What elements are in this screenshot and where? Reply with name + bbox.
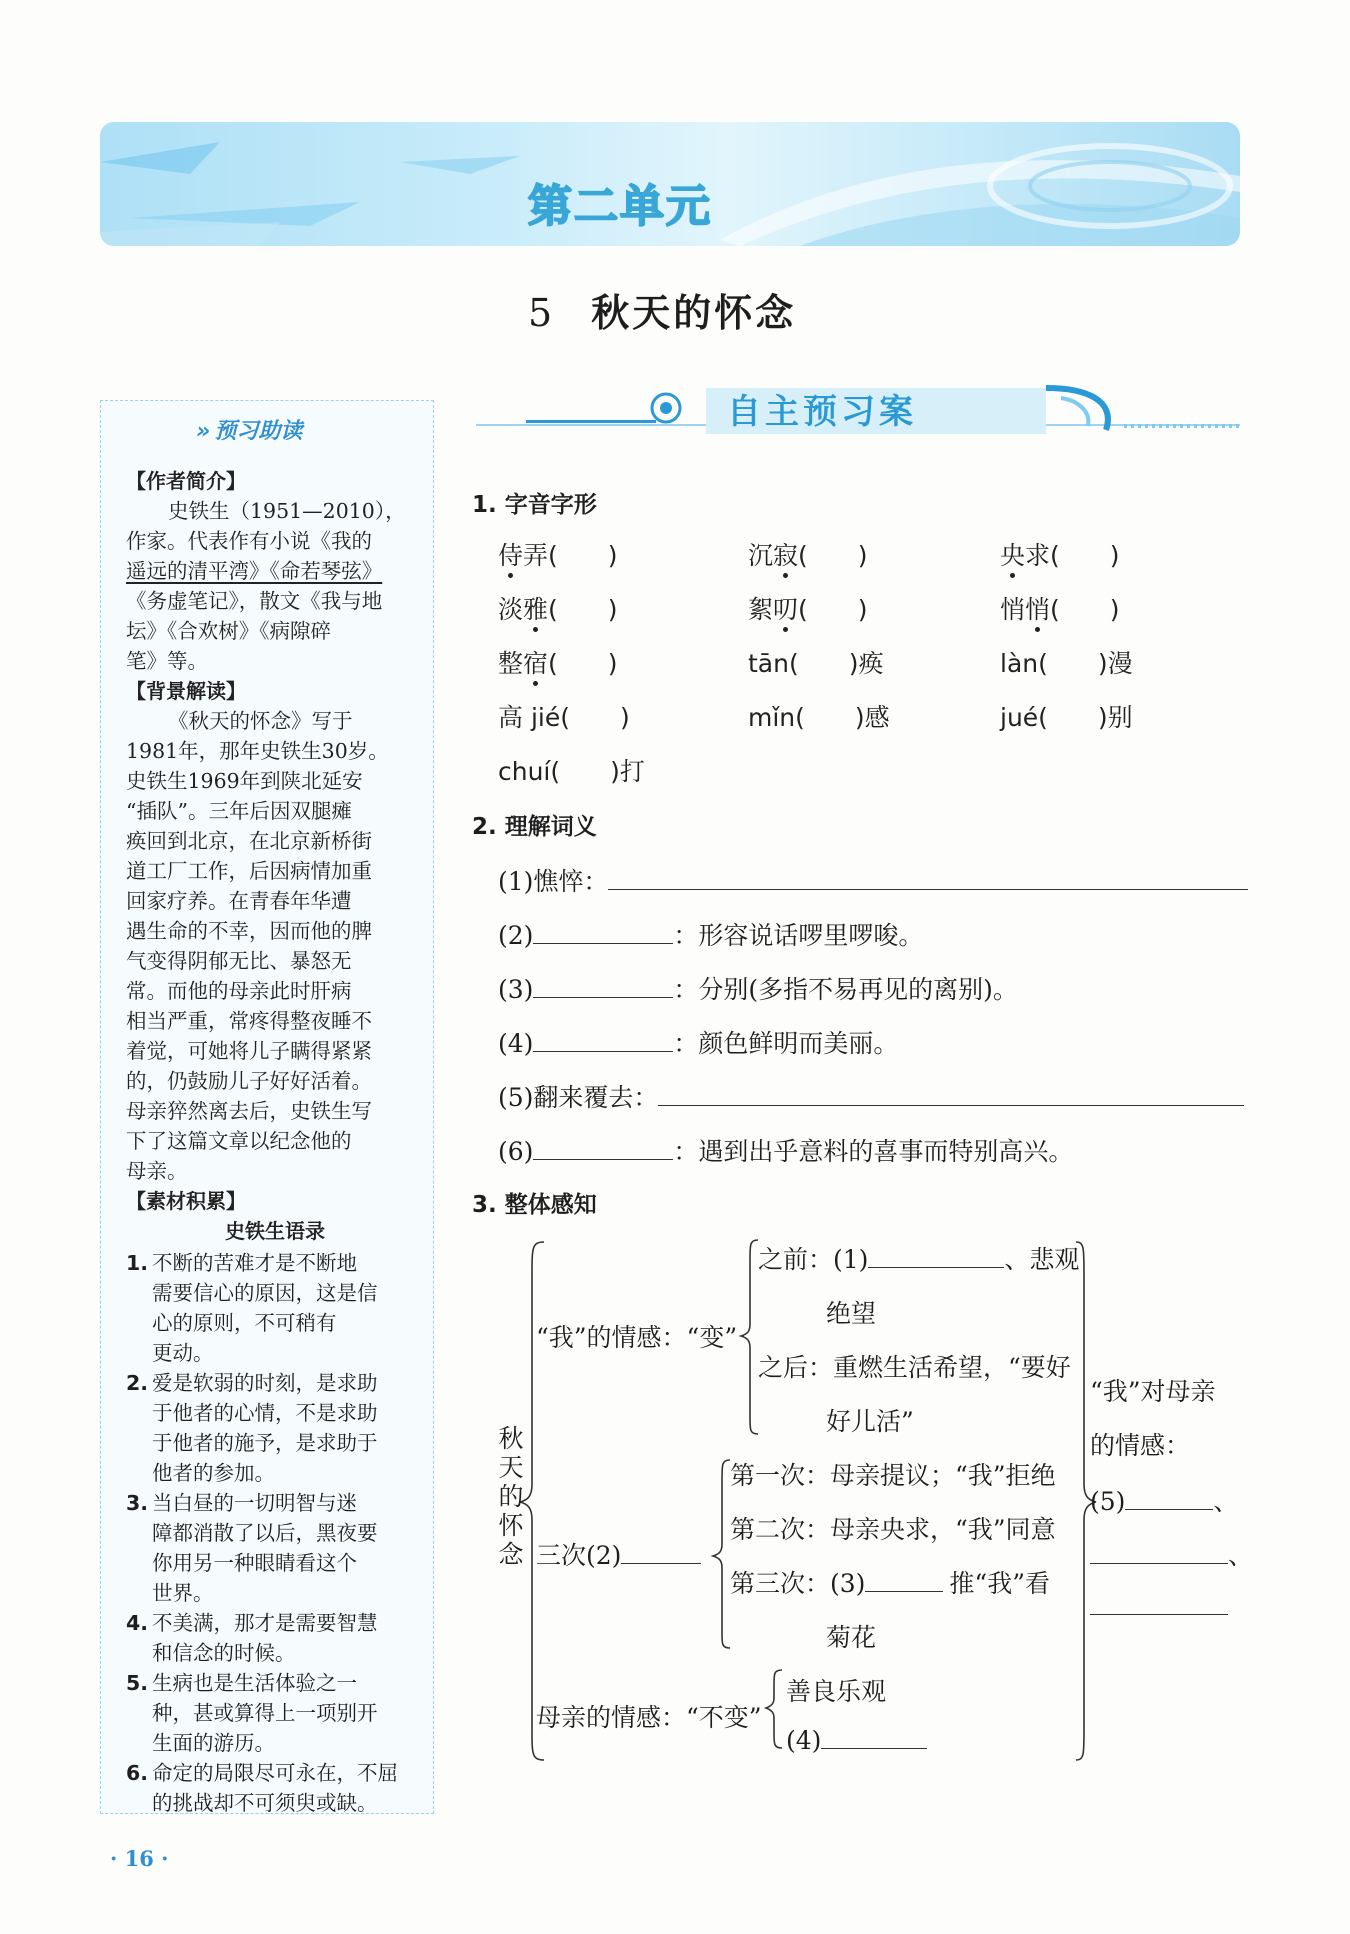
background-line: 下了这篇文章以纪念他的 <box>126 1129 352 1153</box>
background-line: 母亲猝然离去后，史铁生写 <box>126 1099 372 1123</box>
before-line: 之前：(1) 、悲观 <box>758 1245 1080 1274</box>
material-label: 【素材积累】 <box>126 1189 246 1213</box>
double-chevron-icon: » <box>196 419 211 444</box>
answer-blank[interactable] <box>1090 1614 1228 1615</box>
background-line: 1981年，那年史铁生30岁。 <box>126 739 389 763</box>
q2-title: 2. 理解词义 <box>472 814 597 840</box>
q2-item-6: (6) ：遇到出乎意料的喜事而特别高兴。 <box>498 1137 1074 1166</box>
before-line-cont: 绝望 <box>826 1299 877 1328</box>
answer-blank[interactable] <box>533 1159 673 1160</box>
q1-item: 整宿( ) <box>498 649 618 678</box>
background-line: 的，仍鼓励儿子好好活着。 <box>126 1069 372 1093</box>
background-line: 母亲。 <box>126 1159 188 1183</box>
author-line: 笔》等。 <box>126 649 208 673</box>
q1-item: 高 jié( ) <box>498 703 630 732</box>
q1-item: 央求( ) <box>1000 541 1120 570</box>
answer-blank[interactable] <box>533 1051 673 1052</box>
list-item: 1. 不断的苦难才是不断地 需要信心的原因，这是信 心的原则，不可稍有 更动。 <box>126 1251 378 1365</box>
lesson-number: 5 <box>528 291 556 335</box>
list-item: 6. 命定的局限尽可永在，不屈 的挑战却不可须臾或缺。 <box>126 1761 398 1815</box>
background-line: 气变得阴郁无比、暴怒无 <box>126 949 352 973</box>
kind-optimistic: 善良乐观 <box>786 1677 887 1706</box>
answer-blank[interactable] <box>608 889 1248 890</box>
right-blank-1: (5) 、 <box>1090 1487 1239 1516</box>
answer-blank[interactable] <box>533 997 673 998</box>
author-line: 坛》《合欢树》《病隙碎 <box>126 619 331 643</box>
background-line: 相当严重，常疼得整夜睡不 <box>126 1009 372 1033</box>
answer-blank[interactable] <box>621 1563 701 1564</box>
q1-item: 絮叨( ) <box>748 595 868 624</box>
list-item: 2. 爱是软弱的时刻，是求助 于他者的心情，不是求助 于他者的施予，是求助于 他者的参加。 <box>126 1371 378 1485</box>
answer-blank[interactable] <box>865 1591 943 1592</box>
background-label: 【背景解读】 <box>126 679 246 703</box>
right-label: “我”对母亲 <box>1090 1377 1216 1406</box>
q1-item: mǐn( )感 <box>748 703 890 732</box>
branch-three-times: 三次(2) <box>536 1536 701 1572</box>
answer-blank[interactable] <box>821 1748 927 1749</box>
q1-item: làn( )漫 <box>1000 649 1133 678</box>
author-line: 《务虚笔记》，散文《我与地 <box>126 589 383 613</box>
list-item: 3. 当白昼的一切明智与迷 障都消散了以后，黑夜要 你用另一种眼睛看这个 世界。 <box>126 1491 378 1605</box>
branch-my-feelings: “我”的情感：“变” <box>536 1323 738 1352</box>
q1-item: jué( )别 <box>1000 703 1133 732</box>
background-line: 史铁生1969年到陕北延安 <box>126 769 363 793</box>
q1-item: 沉寂( ) <box>748 541 868 570</box>
background-line: 痪回到北京，在北京新桥街 <box>126 829 372 853</box>
after-line-cont: 好儿活” <box>826 1407 914 1436</box>
mother-blank-line: (4) <box>786 1726 927 1755</box>
list-item: 4. 不美满，那才是需要智慧 和信念的时候。 <box>126 1611 378 1665</box>
sidebar-heading: » 预习助读 <box>196 419 303 444</box>
unit-title: 第二单元 <box>528 181 712 232</box>
background-line: 遇生命的不幸，因而他的脾 <box>126 919 372 943</box>
right-blank-2: 、 <box>1090 1536 1253 1572</box>
q1-item: 悄悄( ) <box>1000 595 1120 624</box>
lesson-title <box>528 282 796 337</box>
author-line: 遥远的清平湾》《命若琴弦》 <box>126 559 383 583</box>
q1-item: tān( )痪 <box>748 649 884 678</box>
right-label-cont: 的情感： <box>1090 1431 1191 1460</box>
answer-blank[interactable] <box>1090 1563 1228 1564</box>
quotes-list <box>126 1248 416 1818</box>
q1-item: 侍弄( ) <box>498 541 618 570</box>
author-intro <box>126 466 424 1246</box>
background-line: 常。而他的母亲此时肝病 <box>126 979 352 1003</box>
first-time: 第一次：母亲提议；“我”拒绝 <box>730 1461 1056 1490</box>
background-line: “插队”。三年后因双腿瘫 <box>126 799 352 823</box>
q2-item-5: (5)翻来覆去： <box>498 1078 1244 1114</box>
mindmap-root: 秋 天 的 怀 念 <box>498 1424 524 1569</box>
second-time: 第二次：母亲央求，“我”同意 <box>730 1515 1056 1544</box>
background-line: 着觉，可她将儿子瞒得紧紧 <box>126 1039 372 1063</box>
branch-mother-feelings: 母亲的情感：“不变” <box>536 1703 762 1732</box>
answer-blank[interactable] <box>533 943 673 944</box>
author-line: 史铁生（1951—2010）， <box>168 499 406 523</box>
third-time-cont: 菊花 <box>826 1623 877 1652</box>
q2-item-3: (3) ：分别(多指不易再见的离别)。 <box>498 975 1018 1004</box>
q2-item-4: (4) ：颜色鲜明而美丽。 <box>498 1029 899 1058</box>
q2-item-2: (2) ：形容说话啰里啰唆。 <box>498 921 924 950</box>
q1-item: 淡雅( ) <box>498 595 618 624</box>
author-line: 作家。代表作有小说《我的 <box>126 529 372 553</box>
background-line: 回家疗养。在青春年华遭 <box>126 889 352 913</box>
answer-blank[interactable] <box>658 1105 1244 1106</box>
third-time: 第三次：(3) 推“我”看 <box>730 1569 1050 1598</box>
q1-title: 1. 字音字形 <box>472 492 597 518</box>
answer-blank[interactable] <box>1125 1509 1213 1510</box>
background-line: 《秋天的怀念》写于 <box>168 709 353 733</box>
answer-blank[interactable] <box>868 1267 1004 1268</box>
list-item: 5. 生病也是生活体验之一 种，甚或算得上一项别开 生面的游历。 <box>126 1671 378 1755</box>
lesson-name: 秋天的怀念 <box>591 290 797 335</box>
q2-item-1: (1)憔悴： <box>498 862 1248 898</box>
quotes-title: 史铁生语录 <box>225 1219 325 1243</box>
page-number: · 16 · <box>110 1846 169 1871</box>
background-line: 道工厂工作，后因病情加重 <box>126 859 372 883</box>
section-heading: 自主预习案 <box>727 392 917 432</box>
q1-item: chuí( )打 <box>498 757 645 786</box>
q3-title: 3. 整体感知 <box>472 1192 597 1218</box>
author-label: 【作者简介】 <box>126 469 246 493</box>
after-line: 之后：重燃生活希望，“要好 <box>758 1353 1071 1382</box>
